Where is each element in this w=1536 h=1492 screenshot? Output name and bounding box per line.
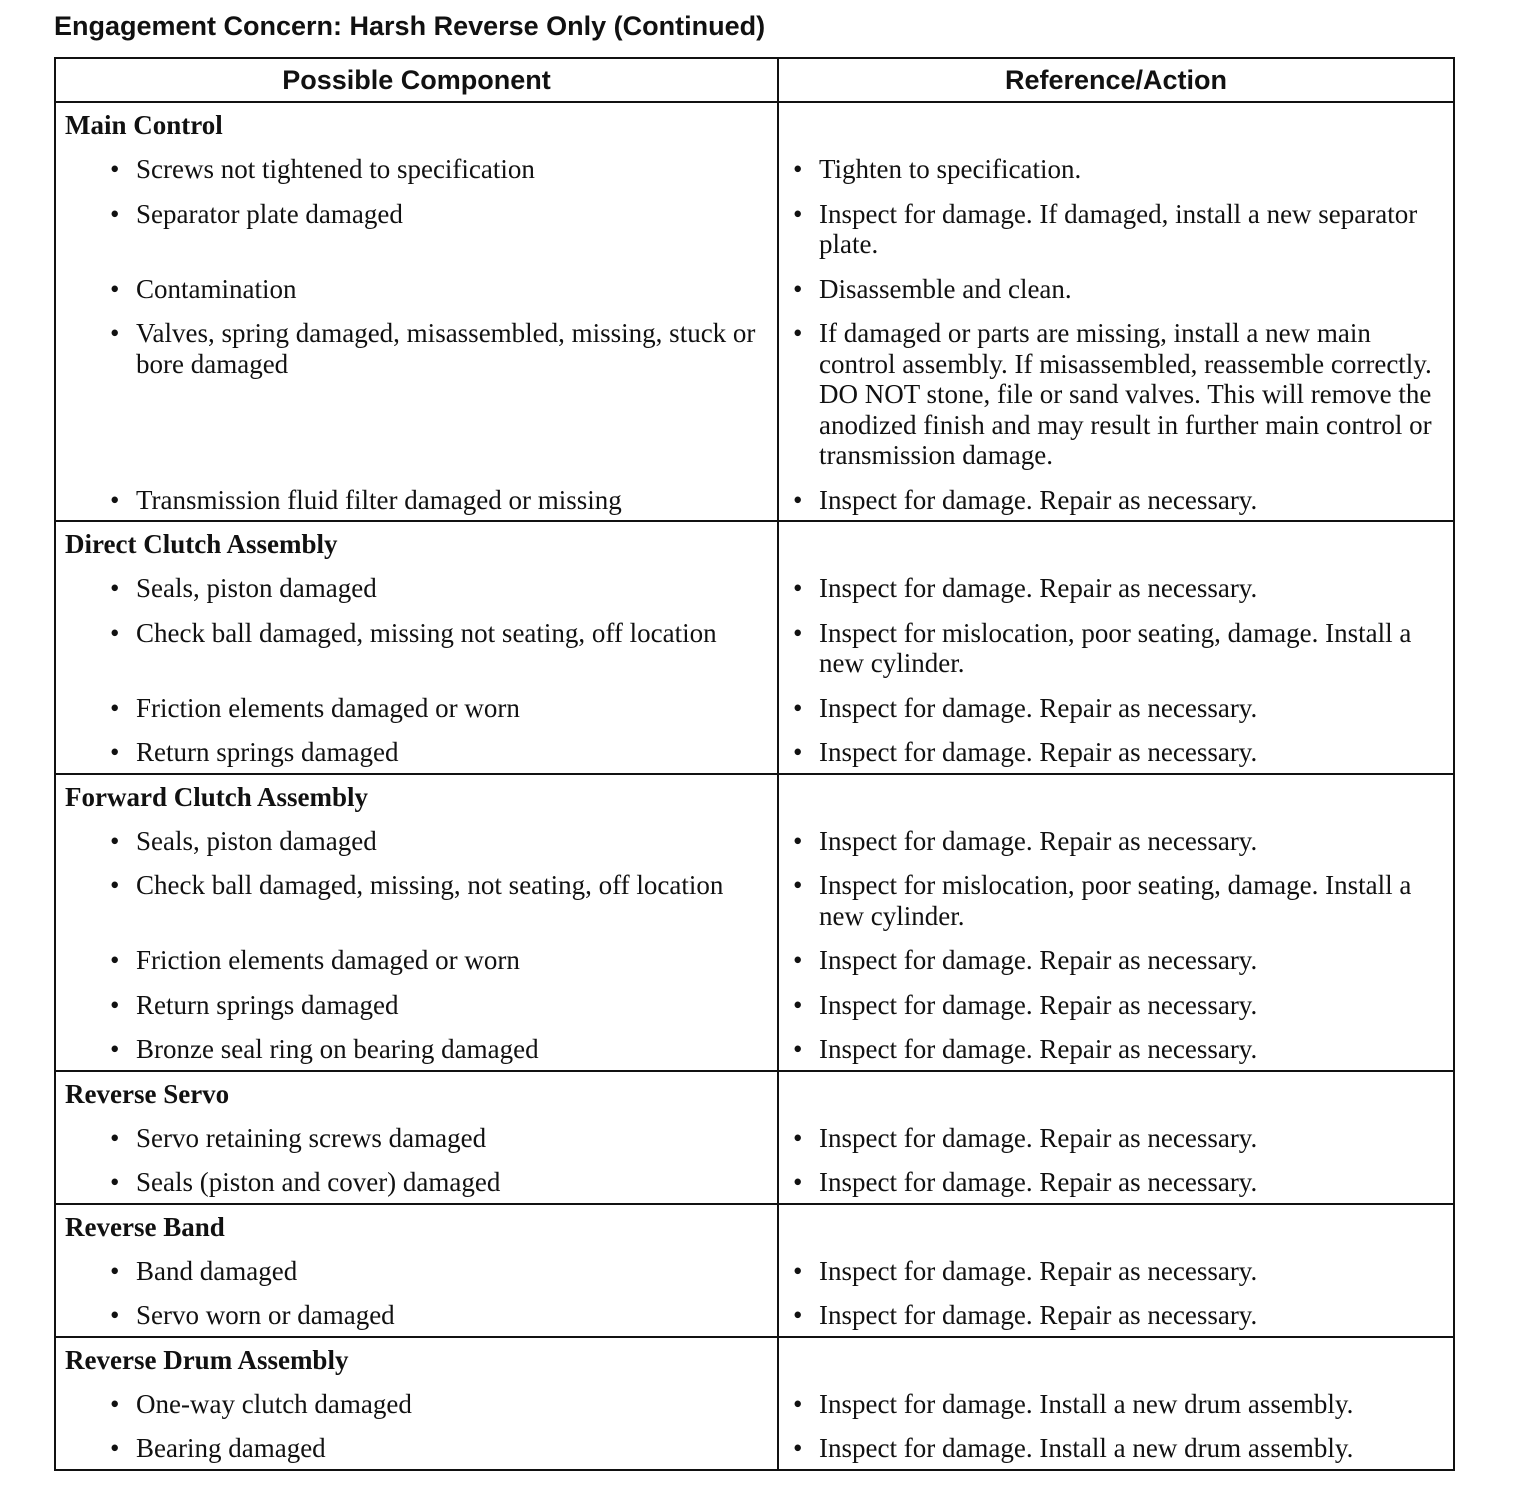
component-text: Seals, piston damaged	[136, 825, 377, 856]
bullet-item	[56, 318, 777, 379]
table-row	[55, 566, 1454, 611]
component-text: Check ball damaged, missing not seating, off location	[136, 617, 717, 648]
section-header-row	[55, 1071, 1454, 1116]
bullet-icon: •	[110, 154, 120, 184]
bullet-item	[779, 154, 1453, 185]
bullet-item	[779, 1389, 1453, 1420]
table-row	[55, 192, 1454, 267]
bullet-icon: •	[110, 1433, 120, 1463]
action-cell	[778, 478, 1454, 522]
bullet-icon: •	[110, 1255, 120, 1286]
bullet-icon: •	[110, 989, 120, 1020]
bullet-icon: •	[110, 318, 120, 348]
action-cell	[778, 1160, 1454, 1204]
bullet-icon: •	[110, 737, 120, 767]
bullet-item	[779, 1256, 1453, 1287]
bullet-item	[56, 154, 777, 185]
section-name: Reverse Servo	[55, 1071, 778, 1116]
action-text: Inspect for damage. Repair as necessary.	[819, 1034, 1258, 1064]
bullet-icon: •	[793, 692, 803, 723]
bullet-icon: •	[793, 1167, 803, 1197]
bullet-item	[779, 945, 1453, 976]
component-cell	[55, 1293, 778, 1337]
bullet-icon: •	[110, 1300, 120, 1330]
action-cell	[778, 611, 1454, 686]
section-action-empty	[778, 1204, 1454, 1249]
component-cell	[55, 1116, 778, 1161]
bullet-icon: •	[793, 1122, 803, 1153]
bullet-item	[56, 737, 777, 768]
component-text: Servo retaining screws damaged	[136, 1122, 487, 1153]
bullet-item	[56, 618, 777, 649]
table-row	[55, 1160, 1454, 1204]
bullet-icon: •	[793, 1034, 803, 1064]
action-cell	[778, 566, 1454, 611]
section-action-empty	[778, 774, 1454, 819]
component-cell	[55, 1382, 778, 1427]
section-header-row	[55, 1204, 1454, 1249]
action-text: Inspect for damage. Repair as necessary.	[819, 945, 1258, 975]
section-name: Reverse Drum Assembly	[55, 1337, 778, 1382]
bullet-icon: •	[110, 273, 120, 304]
bullet-icon: •	[793, 989, 803, 1020]
bullet-icon: •	[793, 945, 803, 975]
bullet-icon: •	[110, 1167, 120, 1197]
bullet-icon: •	[793, 737, 803, 767]
bullet-icon: •	[110, 1122, 120, 1153]
bullet-item	[56, 199, 777, 230]
column-header-action: Reference/Action	[778, 58, 1454, 102]
component-text: Servo worn or damaged	[136, 1300, 395, 1330]
table-row	[55, 730, 1454, 774]
bullet-item	[779, 199, 1453, 260]
action-text: Inspect for damage. Repair as necessary.	[819, 737, 1258, 767]
component-text: Screws not tightened to specification	[136, 154, 535, 184]
action-cell	[778, 983, 1454, 1028]
action-text: Inspect for damage. Repair as necessary.	[819, 1255, 1258, 1286]
action-text: Inspect for damage. Repair as necessary.	[819, 484, 1258, 515]
section-action-empty	[778, 102, 1454, 147]
table-row	[55, 863, 1454, 938]
action-text: Inspect for damage. If damaged, install a new separator plate.	[819, 198, 1418, 259]
action-cell	[778, 1249, 1454, 1294]
bullet-icon: •	[793, 198, 803, 229]
table-row	[55, 1293, 1454, 1337]
action-cell	[778, 311, 1454, 478]
action-text: Inspect for damage. Repair as necessary.	[819, 989, 1258, 1020]
action-cell	[778, 147, 1454, 192]
bullet-item	[56, 1300, 777, 1331]
component-cell	[55, 863, 778, 938]
section-name: Main Control	[55, 102, 778, 147]
table-row	[55, 686, 1454, 731]
bullet-item	[779, 990, 1453, 1021]
component-cell	[55, 478, 778, 522]
page-title: Engagement Concern: Harsh Reverse Only (Continued)	[54, 11, 766, 41]
component-cell	[55, 1160, 778, 1204]
action-text: Inspect for mislocation, poor seating, damage. Install a new cylinder.	[819, 617, 1412, 678]
bullet-icon: •	[110, 617, 120, 648]
table-header-row	[55, 58, 1454, 102]
section-name: Forward Clutch Assembly	[55, 774, 778, 819]
bullet-icon: •	[793, 273, 803, 304]
bullet-icon: •	[110, 484, 120, 515]
section-action-empty	[778, 1071, 1454, 1116]
bullet-item	[779, 737, 1453, 768]
action-cell	[778, 267, 1454, 312]
action-cell	[778, 863, 1454, 938]
action-text: Inspect for damage. Repair as necessary.	[819, 1300, 1258, 1330]
bullet-icon: •	[110, 198, 120, 229]
component-text: Band damaged	[136, 1255, 298, 1286]
action-cell	[778, 938, 1454, 983]
section-header-row	[55, 102, 1454, 147]
component-text: Check ball damaged, missing, not seating, off location	[136, 870, 724, 900]
component-cell	[55, 611, 778, 686]
bullet-icon: •	[793, 825, 803, 856]
action-cell	[778, 1426, 1454, 1470]
section-name: Direct Clutch Assembly	[55, 521, 778, 566]
bullet-item	[56, 1123, 777, 1154]
bullet-item	[56, 826, 777, 857]
component-text: One-way clutch damaged	[136, 1388, 412, 1419]
table-row	[55, 1116, 1454, 1161]
component-cell	[55, 147, 778, 192]
action-cell	[778, 819, 1454, 864]
bullet-icon: •	[793, 1255, 803, 1286]
table-row	[55, 478, 1454, 522]
bullet-icon: •	[110, 1034, 120, 1064]
bullet-item	[56, 693, 777, 724]
component-text: Valves, spring damaged, misassembled, missing, stuck or bore damaged	[136, 318, 756, 379]
section-header-row	[55, 774, 1454, 819]
action-text: If damaged or parts are missing, install a new main control assembly. If misassembled, reassemble correctly. DO NOT stone, file or sand valves. This will remove the anodized finish and may result in further main control or transmission damage.	[819, 318, 1432, 470]
bullet-item	[56, 990, 777, 1021]
table-row	[55, 1027, 1454, 1071]
bullet-icon: •	[110, 692, 120, 723]
table-body	[55, 102, 1454, 1470]
component-text: Seals, piston damaged	[136, 573, 377, 603]
action-text: Inspect for damage. Repair as necessary.	[819, 825, 1258, 856]
component-cell	[55, 192, 778, 267]
bullet-item	[779, 618, 1453, 679]
component-cell	[55, 566, 778, 611]
component-text: Return springs damaged	[136, 737, 399, 767]
section-header-row	[55, 1337, 1454, 1382]
bullet-item	[779, 1300, 1453, 1331]
section-name: Reverse Band	[55, 1204, 778, 1249]
action-text: Inspect for damage. Repair as necessary.	[819, 573, 1258, 603]
action-text: Tighten to specification.	[819, 154, 1082, 184]
component-text: Contamination	[136, 273, 297, 304]
diagnosis-table	[54, 57, 1455, 1471]
component-cell	[55, 1249, 778, 1294]
bullet-item	[779, 1123, 1453, 1154]
bullet-item	[779, 1034, 1453, 1065]
bullet-icon: •	[793, 1388, 803, 1419]
table-row	[55, 611, 1454, 686]
table-row	[55, 267, 1454, 312]
bullet-item	[56, 945, 777, 976]
section-action-empty	[778, 1337, 1454, 1382]
table-row	[55, 1249, 1454, 1294]
bullet-icon: •	[793, 484, 803, 515]
bullet-icon: •	[793, 573, 803, 603]
bullet-item	[779, 318, 1453, 471]
action-text: Inspect for mislocation, poor seating, damage. Install a new cylinder.	[819, 870, 1412, 931]
table-row	[55, 147, 1454, 192]
bullet-item	[779, 274, 1453, 305]
table-row	[55, 1426, 1454, 1470]
table-row	[55, 819, 1454, 864]
bullet-item	[56, 1433, 777, 1464]
bullet-item	[56, 1167, 777, 1198]
component-text: Friction elements damaged or worn	[136, 692, 520, 723]
bullet-icon: •	[793, 617, 803, 648]
bullet-icon: •	[793, 1433, 803, 1463]
component-cell	[55, 686, 778, 731]
component-text: Separator plate damaged	[136, 198, 403, 229]
bullet-icon: •	[110, 573, 120, 603]
action-text: Inspect for damage. Install a new drum assembly.	[819, 1433, 1354, 1463]
bullet-icon: •	[110, 945, 120, 975]
bullet-item	[779, 826, 1453, 857]
bullet-icon: •	[110, 825, 120, 856]
component-text: Return springs damaged	[136, 989, 399, 1020]
bullet-icon: •	[793, 1300, 803, 1330]
action-text: Inspect for damage. Repair as necessary.	[819, 1122, 1258, 1153]
table-row	[55, 983, 1454, 1028]
action-cell	[778, 1382, 1454, 1427]
action-cell	[778, 1293, 1454, 1337]
bullet-icon: •	[793, 318, 803, 348]
column-header-component: Possible Component	[55, 58, 778, 102]
action-cell	[778, 192, 1454, 267]
bullet-item	[779, 1433, 1453, 1464]
bullet-item	[56, 1256, 777, 1287]
action-text: Inspect for damage. Repair as necessary.	[819, 1167, 1258, 1197]
bullet-item	[56, 485, 777, 516]
component-cell	[55, 1426, 778, 1470]
action-cell	[778, 1027, 1454, 1071]
bullet-item	[56, 1389, 777, 1420]
action-cell	[778, 1116, 1454, 1161]
component-text: Bronze seal ring on bearing damaged	[136, 1034, 539, 1064]
bullet-item	[779, 573, 1453, 604]
bullet-icon: •	[110, 870, 120, 900]
table-row	[55, 1382, 1454, 1427]
bullet-icon: •	[793, 154, 803, 184]
component-cell	[55, 267, 778, 312]
bullet-icon: •	[110, 1388, 120, 1419]
bullet-item	[779, 870, 1453, 931]
bullet-item	[779, 485, 1453, 516]
action-text: Inspect for damage. Install a new drum assembly.	[819, 1388, 1354, 1419]
component-cell	[55, 938, 778, 983]
bullet-item	[56, 274, 777, 305]
bullet-item	[56, 1034, 777, 1065]
bullet-item	[779, 693, 1453, 724]
component-cell	[55, 730, 778, 774]
component-text: Bearing damaged	[136, 1433, 326, 1463]
component-cell	[55, 311, 778, 478]
bullet-item	[56, 573, 777, 604]
component-cell	[55, 819, 778, 864]
bullet-item	[779, 1167, 1453, 1198]
bullet-item	[56, 870, 777, 901]
section-action-empty	[778, 521, 1454, 566]
component-text: Transmission fluid filter damaged or missing	[136, 484, 622, 515]
action-cell	[778, 686, 1454, 731]
section-header-row	[55, 521, 1454, 566]
component-text: Seals (piston and cover) damaged	[136, 1167, 501, 1197]
action-text: Inspect for damage. Repair as necessary.	[819, 692, 1258, 723]
action-text: Disassemble and clean.	[819, 273, 1072, 304]
table-row	[55, 311, 1454, 478]
action-cell	[778, 730, 1454, 774]
component-cell	[55, 983, 778, 1028]
table-row	[55, 938, 1454, 983]
bullet-icon: •	[793, 870, 803, 900]
component-cell	[55, 1027, 778, 1071]
component-text: Friction elements damaged or worn	[136, 945, 520, 975]
